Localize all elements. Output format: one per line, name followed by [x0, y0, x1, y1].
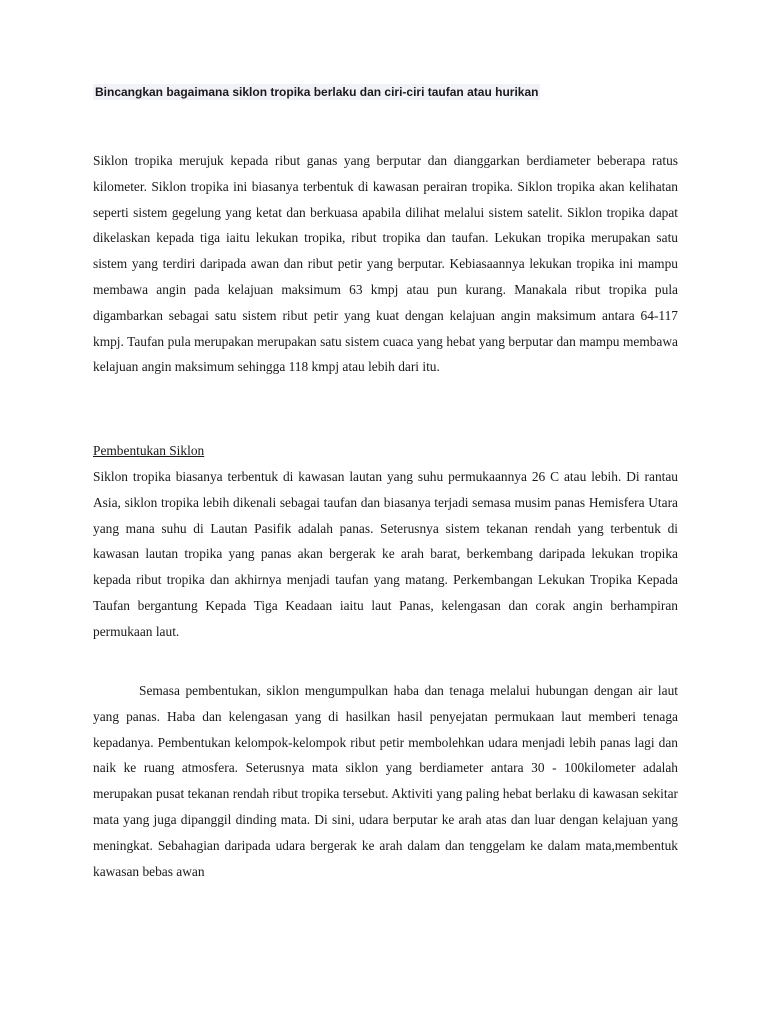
paragraph-formation: Siklon tropika biasanya terbentuk di kawasan lautan yang suhu permukaannya 26 C atau lebih. Di rantau Asia, siklon tropika lebih dikenali sebagai taufan dan biasanya terjadi semasa musim panas Hemisfera Utara yang mana suhu di Lautan Pasifik adalah panas. Seterusnya sistem tekanan rendah yang terbentuk di kawasan lautan tropika yang panas akan bergerak ke arah barat, berkembang daripada lekukan tropika kepada ribut tropika dan akhirnya menjadi taufan yang matang. Perkembangan Lekukan Tropika Kepada Taufan bergantung Kepada Tiga Keadaan iaitu laut Panas, kelengasan dan corak angin berhampiran permukaan laut.: [93, 469, 678, 639]
paragraph-development: Semasa pembentukan, siklon mengumpulkan haba dan tenaga melalui hubungan dengan air laut yang panas. Haba dan kelengasan yang di hasilkan hasil penyejatan permukaan laut memberi tenaga kepadanya. Pembentukan kelompok-kelompok ribut petir membolehkan udara menjadi lebih panas lagi dan naik ke ruang atmosfera. Seterusnya mata siklon yang berdiameter antara 30 - 100kilometer adalah merupakan pusat tekanan rendah ribut tropika tersebut. Aktiviti yang paling hebat berlaku di kawasan sekitar mata yang juga dipanggil dinding mata. Di sini, udara berputar ke arah atas dan luar dengan kelajuan yang meningkat. Sebahagian daripada udara bergerak ke arah dalam dan tenggelam ke dalam mata,membentuk kawasan bebas awan: [93, 683, 678, 879]
paragraph-intro: Siklon tropika merujuk kepada ribut ganas yang berputar dan dianggarkan berdiameter beberapa ratus kilometer. Siklon tropika ini biasanya terbentuk di kawasan perairan tropika. Siklon tropika akan kelihatan seperti sistem gegelung yang ketat dan berkuasa apabila dilihat melalui sistem satelit. Siklon tropika dapat dikelaskan kepada tiga iaitu lekukan tropika, ribut tropika dan taufan. Lekukan tropika merupakan satu sistem yang terdiri daripada awan dan ribut petir yang berputar. Kebiasaannya lekukan tropika ini mampu membawa angin pada kelajuan maksimum 63 kmpj atau pun kurang. Manakala ribut tropika pula digambarkan sebagai satu sistem ribut petir yang kuat dengan kelajuan angin maksimum antara 64-117 kmpj. Taufan pula merupakan merupakan satu sistem cuaca yang hebat yang berputar dan mampu membawa kelajuan angin maksimum sehingga 118 kmpj atau lebih dari itu.: [93, 153, 678, 375]
section-title: Pembentukan Siklon: [93, 443, 205, 458]
document-heading: Bincangkan bagaimana siklon tropika berlaku dan ciri-ciri taufan atau hurikan: [95, 85, 539, 99]
